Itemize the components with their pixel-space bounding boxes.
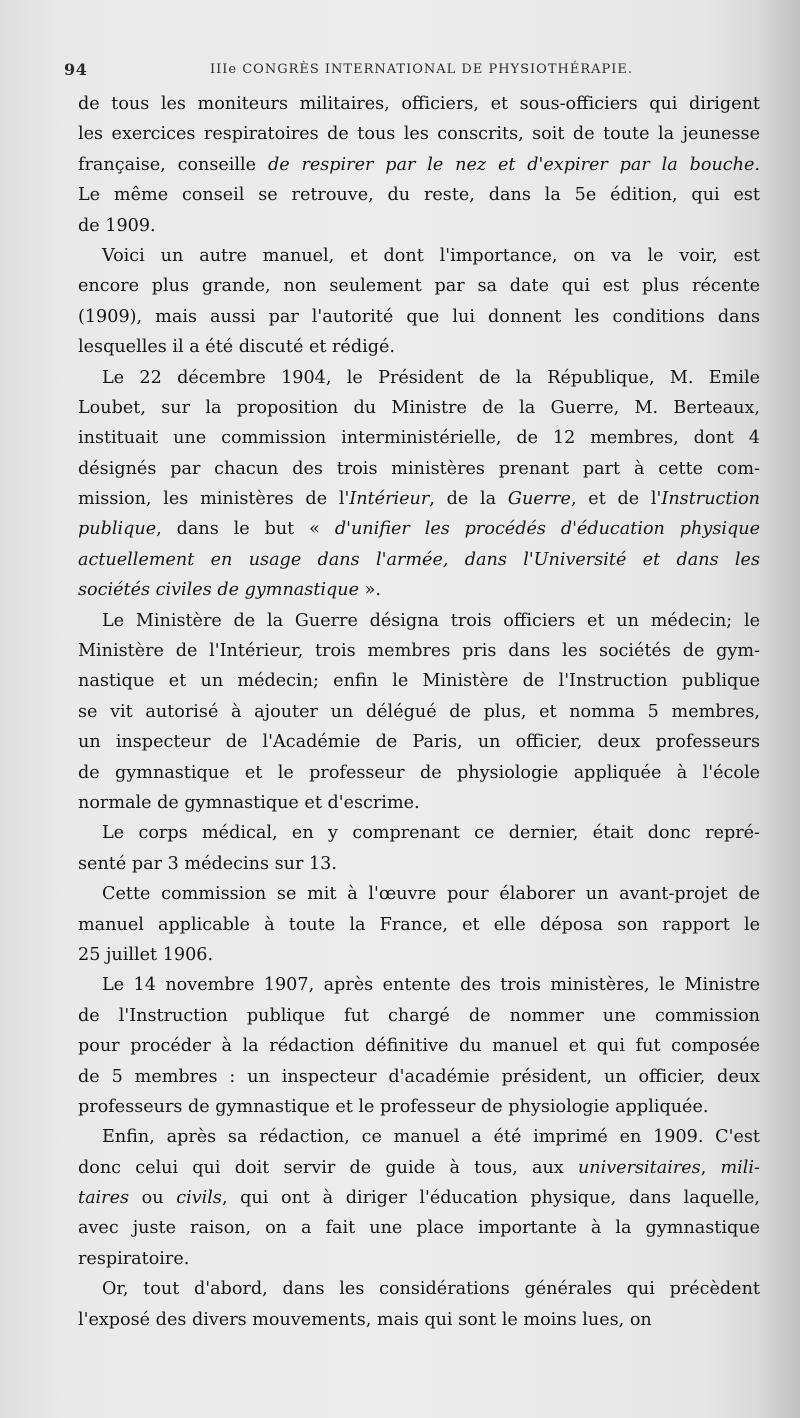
text-run: de l'Instruction publique fut chargé de nommer une commission [78,1005,760,1026]
text-line [78,423,760,453]
text-run: Ministère de l'Intérieur, trois membres pris dans les sociétés de gym- [78,641,760,662]
text-line [78,119,760,149]
text-line [78,150,760,180]
text-run: Le 14 novembre 1907, après entente des trois ministères, le Ministre [102,975,760,996]
text-run: , de la [429,489,508,510]
text-line [78,484,760,514]
italic-text: actuellement en usage dans l'armée, dans l'Université et dans les [78,549,760,570]
text-line [78,1274,760,1304]
page-number: 94 [64,60,88,79]
text-run: mission, les ministères de l' [78,489,350,510]
italic-text: publique [78,519,157,540]
text-run: de 5 membres : un inspecteur d'académie président, un officier, deux [78,1066,760,1087]
text-line [78,1153,760,1183]
italic-text: universitaires [577,1157,701,1178]
text-line [78,514,760,544]
text-run: Le corps médical, en y comprenant ce dernier, était donc repré- [102,823,760,844]
text-run: , dans le but « [156,519,335,540]
italic-text: mili- [720,1157,760,1178]
text-run: de 1909. [78,215,156,236]
text-run: ». [359,580,381,601]
text-line [78,575,760,605]
text-line [78,241,760,271]
italic-text: civils [176,1188,222,1209]
text-run: l'exposé des divers mouvements, mais qui sont le moins lues, on [78,1309,652,1330]
italic-text: taires [78,1188,130,1209]
text-run: Enfin, après sa rédaction, ce manuel a été imprimé en 1909. C'est [102,1127,760,1148]
text-line [78,818,760,848]
text-line [78,271,760,301]
text-line [78,636,760,666]
text-run: Loubet, sur la proposition du Ministre de la Guerre, M. Berteaux, [78,397,760,418]
text-line [78,666,760,696]
text-run: , et de l' [570,489,662,510]
text-run: les exercices respiratoires de tous les conscrits, soit de toute la jeunesse [78,124,760,145]
text-line [78,1092,760,1122]
text-line [78,454,760,484]
body-text [78,89,760,1335]
text-line [78,211,760,241]
text-run: , [700,1157,721,1178]
text-run: un inspecteur de l'Académie de Paris, un officier, deux professeurs [78,732,760,753]
text-run: lesquelles il a été discuté et rédigé. [78,337,396,358]
text-run: professeurs de gymnastique et le professeur de physiologie appliquée. [78,1096,709,1117]
text-line [78,89,760,119]
page-gutter-shadow [760,0,800,1418]
text-line [78,1001,760,1031]
text-run: pour procéder à la rédaction définitive du manuel et qui fut composée [78,1036,760,1057]
text-line [78,332,760,362]
italic-text: de respirer par le nez et d'expirer par la bouche. [267,154,760,175]
text-line [78,1305,760,1335]
text-line [78,910,760,940]
text-run: donc celui qui doit servir de guide à tous, aux [78,1157,578,1178]
text-run: , qui ont à diriger l'éducation physique, dans laquelle, [221,1188,760,1209]
text-line [78,1062,760,1092]
text-line [78,545,760,575]
text-line [78,970,760,1000]
text-line [78,363,760,393]
text-line [78,879,760,909]
text-run: avec juste raison, on a fait une place importante à la gymnastique [78,1218,760,1239]
text-line [78,393,760,423]
running-title: IIIe CONGRÈS INTERNATIONAL DE PHYSIOTHÉRAPIE. [210,62,634,77]
text-run: normale de gymnastique et d'escrime. [78,792,420,813]
text-run: Le même conseil se retrouve, du reste, dans la 5e édition, qui est [78,185,760,206]
italic-text: Guerre [507,489,571,510]
text-run: Voici un autre manuel, et dont l'importance, on va le voir, est [102,245,760,266]
text-line [78,758,760,788]
italic-text: d'unifier les procédés d'éducation physique [334,519,760,540]
text-line [78,697,760,727]
text-line [78,1213,760,1243]
text-run: désignés par chacun des trois ministères prenant part à cette com- [78,458,760,479]
text-run: instituait une commission interministérielle, de 12 membres, dont 4 [78,428,760,449]
text-run: encore plus grande, non seulement par sa date qui est plus récente [78,276,760,297]
text-run: manuel applicable à toute la France, et elle déposa son rapport le [78,914,760,935]
italic-text: Intérieur [349,489,430,510]
text-line [78,1122,760,1152]
text-run: ou [129,1188,177,1209]
text-line [78,1244,760,1274]
text-line [78,940,760,970]
text-run: (1909), mais aussi par l'autorité que lui donnent les conditions dans [78,306,760,327]
text-run: 25 juillet 1906. [78,944,214,965]
italic-text: sociétés civiles de gymnastique [78,580,360,601]
text-run: se vit autorisé à ajouter un délégué de plus, et nomma 5 membres, [78,701,760,722]
text-run: senté par 3 médecins sur 13. [78,853,337,874]
text-line [78,1031,760,1061]
text-line [78,606,760,636]
text-run: de gymnastique et le professeur de physiologie appliquée à l'école [78,762,760,783]
italic-text: Instruction [661,489,760,510]
text-run: de tous les moniteurs militaires, officiers, et sous-officiers qui dirigent [78,94,760,114]
text-run: française, conseille [78,154,268,175]
text-line [78,849,760,879]
text-line [78,180,760,210]
text-line [78,1183,760,1213]
text-run: respiratoire. [78,1248,190,1269]
text-line [78,788,760,818]
text-run: Or, tout d'abord, dans les considérations générales qui précèdent [102,1279,760,1300]
running-head [64,56,764,86]
text-run: Cette commission se mit à l'œuvre pour élaborer un avant-projet de [102,884,760,905]
text-line [78,302,760,332]
text-run: Le 22 décembre 1904, le Président de la République, M. Emile [102,367,760,388]
text-line [78,727,760,757]
text-run: nastique et un médecin; enfin le Ministère de l'Instruction publique [78,671,760,692]
text-run: Le Ministère de la Guerre désigna trois officiers et un médecin; le [102,610,760,631]
